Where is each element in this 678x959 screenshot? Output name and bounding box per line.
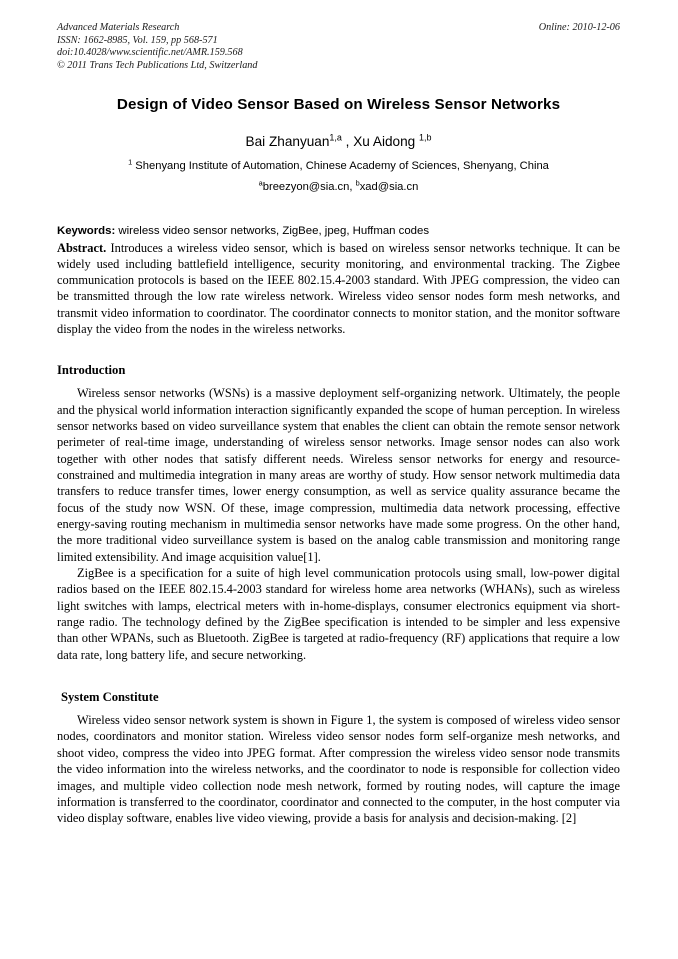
email-address-b: xad@sia.cn (359, 181, 419, 193)
keywords-line (57, 224, 620, 239)
keywords-label: Keywords: (57, 225, 116, 237)
affiliation (57, 159, 620, 173)
journal-header (57, 22, 620, 74)
author-affiliation-marker-1: 1,a (329, 132, 342, 143)
email-marker-b: b (355, 178, 360, 188)
author-list (57, 133, 620, 150)
keywords-text: wireless video sensor networks, ZigBee, jpeg, Huffman codes (115, 225, 430, 237)
abstract-text: Introduces a wireless video sensor, which is based on wireless sensor networks technique. It can be widely used including battlefield intelligence, security monitoring, and environmental tracking. The Zigbee communication protocols is based on the IEEE 802.15.4-2003 standard. With JPEG compression, the video can be transmitted through the low rate wireless network. Wireless video sensor nodes form mesh networks, and transmit video information to coordinator. The coordinator connects to monitor station, and the monitor software display the video from the nodes in the wireless networks. (57, 240, 620, 336)
paragraph-system-1: Wireless video sensor network system is shown in Figure 1, the system is composed of wireless video sensor nodes, coordinators and monitor station. Wireless video sensor nodes form self-organize mesh networks, and shoot video, compress the video into JPEG format. After compression the wireless video sensor node transmits the video information into the wireless networks, and the coordinator to node is responsible for collection video images, and multiple video collection node mesh network, formed by routing nodes, will capture the image information is transferred to the coordinator, coordinator and connected to the computer, in the host computer via video display software, enables live video viewing, provide a basis for analysis and decision-making. [2] (57, 713, 620, 826)
journal-issn-line: ISSN: 1662-8985, Vol. 159, pp 568-571 (57, 34, 218, 46)
journal-copyright-line: © 2011 Trans Tech Publications Ltd, Switzerland (57, 59, 258, 71)
online-date: Online: 2010-12-06 (538, 22, 620, 33)
abstract-block (57, 240, 620, 338)
author-separator: , (341, 134, 354, 149)
author-emails (57, 180, 620, 194)
affiliation-text: Shenyang Institute of Automation, Chinese Academy of Sciences, Shenyang, China (132, 160, 549, 172)
abstract-label: Abstract. (57, 240, 107, 255)
paragraph-intro-1: Wireless sensor networks (WSNs) is a massive deployment self-organizing network. Ultimately, the people and the physical world information interaction significantly expanded the scope of human perception. In wireless sensor networks based on video surveillance system that enables the client can obtain the remote sensor network perimeter of real-time image, understanding of wireless sensor networks. Image sensor nodes can also work together with other nodes that satisfy different needs. Wireless sensor networks for energy and resource-constrained and multimedia integration in many areas are worthy of study. How sensor network multimedia data transfers to reduce transfer times, lower energy consumption, as well as service quality assurance became the focus of the study now WSN. Of these, image compression, multimedia data network processing, effective energy-saving routing mechanism in multimedia sensor networks have made some progress. On the other hand, the more traditional video surveillance system is based on the analog cable transmission and monitoring range limited extensibility. And image acquisition value[1]. (57, 386, 620, 564)
page-title: Design of Video Sensor Based on Wireless Sensor Networks (116, 96, 561, 113)
section-heading-system-constitute: System Constitute (61, 690, 159, 705)
author-name-1: Bai Zhanyuan (245, 134, 330, 149)
email-address-a: breezyon@sia.cn, (262, 181, 356, 193)
section-heading-introduction: Introduction (57, 363, 126, 378)
affiliation-marker: 1 (128, 157, 133, 167)
journal-name: Advanced Materials Research (57, 22, 180, 33)
journal-doi-line: doi:10.4028/www.scientific.net/AMR.159.568 (57, 47, 243, 59)
paragraph-intro-2: ZigBee is a specification for a suite of high level communication protocols using small, low-power digital radios based on the IEEE 802.15.4-2003 standard for wireless home area networks (WHANs), such as wireless light switches with lamps, electrical meters with in-home-displays, consumer electronics equipment via short-range radio. The technology defined by the ZigBee specification is intended to be simpler and less expensive than other WPANs, such as Bluetooth. ZigBee is targeted at radio-frequency (RF) applications that require a low data rate, long battery life, and secure networking. (57, 566, 620, 662)
email-marker-a: a (258, 178, 263, 188)
author-affiliation-marker-2: 1,b (419, 132, 432, 143)
author-name-2: Xu Aidong (353, 134, 419, 149)
